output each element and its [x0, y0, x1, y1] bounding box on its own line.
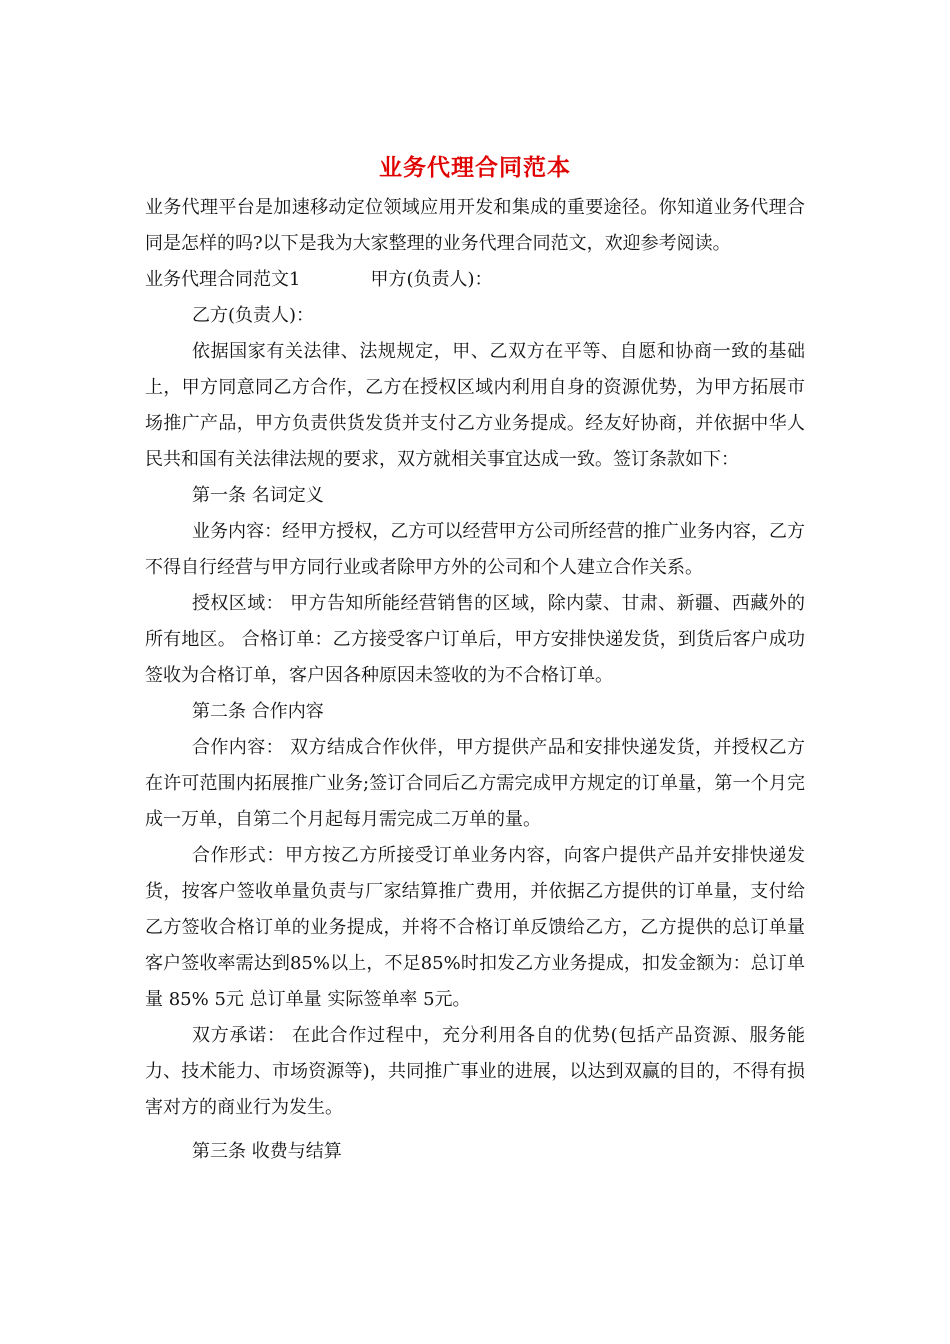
cooperation-form-paragraph: 合作形式：甲方按乙方所接受订单业务内容，向客户提供产品并安排快递发货，按客户签收单量负责与厂家结算推广费用，并依据乙方提供的订单量，支付给乙方签收合格订单的业务提成，并将不合格订单反馈给乙方，乙方提供的总订单量客户签收率需达到85%以上，不足85%时扣发乙方业务提成，扣发金额为：总订单量 85% 5元 总订单量 实际签单率 5元。 [145, 845, 805, 1010]
party-a-label: 甲方(负责人)： [370, 269, 493, 290]
intro-paragraph: 业务代理平台是加速移动定位领域应用开发和集成的重要途径。你知道业务代理合同是怎样的吗?以下是我为大家整理的业务代理合同范文，欢迎参考阅读。 [145, 197, 805, 254]
sample-line [145, 262, 805, 298]
article-2-heading: 第二条 合作内容 [192, 701, 324, 722]
document-page [145, 150, 805, 1170]
authorized-area-paragraph: 授权区域： 甲方告知所能经营销售的区域，除内蒙、甘肃、新疆、西藏外的所有地区。 合格订单：乙方接受客户订单后，甲方安排快递发货，到货后客户成功签收为合格订单，客户因各种原因未签收的为不合格订单。 [145, 593, 805, 686]
article-1-heading: 第一条 名词定义 [192, 485, 324, 506]
sample-label: 业务代理合同范文1 [145, 269, 301, 290]
preamble-paragraph: 依据国家有关法律、法规规定，甲、乙双方在平等、自愿和协商一致的基础上，甲方同意同乙方合作，乙方在授权区域内利用自身的资源优势，为甲方拓展市场推广产品，甲方负责供货发货并支付乙方业务提成。经友好协商，并依据中华人民共和国有关法律法规的要求，双方就相关事宜达成一致。签订条款如下： [145, 341, 805, 470]
article-3-heading: 第三条 收费与结算 [192, 1141, 342, 1162]
business-content-paragraph: 业务内容：经甲方授权，乙方可以经营甲方公司所经营的推广业务内容，乙方不得自行经营与甲方同行业或者除甲方外的公司和个人建立合作关系。 [145, 521, 805, 578]
mutual-commitment-paragraph: 双方承诺： 在此合作过程中，充分利用各自的优势(包括产品资源、服务能力、技术能力、市场资源等)，共同推广事业的进展，以达到双赢的目的，不得有损害对方的商业行为发生。 [145, 1025, 805, 1118]
cooperation-content-paragraph: 合作内容： 双方结成合作伙伴，甲方提供产品和安排快递发货，并授权乙方在许可范围内拓展推广业务;签订合同后乙方需完成甲方规定的订单量，第一个月完成一万单，自第二个月起每月需完成二万单的量。 [145, 737, 805, 830]
party-b-label: 乙方(负责人)： [192, 305, 315, 326]
document-title: 业务代理合同范本 [379, 154, 571, 181]
